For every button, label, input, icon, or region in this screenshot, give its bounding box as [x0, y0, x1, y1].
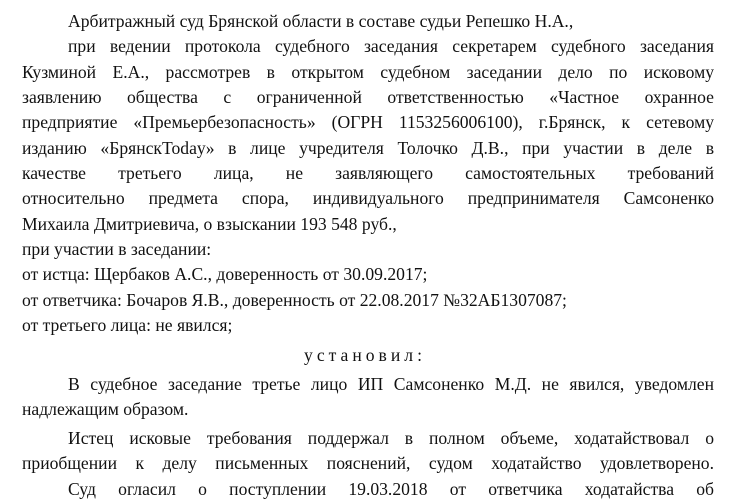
- notified-line: надлежащим образом.: [22, 399, 189, 419]
- claimant-ogrn-line: предприятие «Премьербезопасность» (ОГРН 1153256006100), г.Брянск, к сетевому: [22, 112, 714, 132]
- participants-heading: при участии в заседании:: [22, 239, 212, 259]
- established-heading: установил:: [304, 345, 426, 365]
- defendant-line: изданию «БрянскToday» в лице учредителя Толочко Д.В., при участии в деле в: [22, 138, 714, 158]
- third-party-line: качестве третьего лица, не заявляющего самостоятельных требований: [22, 163, 714, 183]
- court-composition-line: Арбитражный суд Брянской области в составе судьи Репешко Н.А.,: [68, 11, 574, 31]
- claimant-line: заявлению общества с ограниченной ответственностью «Частное охранное: [22, 87, 714, 107]
- claim-amount-line: Михаила Дмитриевича, о взыскании 193 548 руб.,: [22, 214, 397, 234]
- protocol-secretary-line: при ведении протокола судебного заседания секретарем судебного заседания: [68, 36, 714, 56]
- motion-granted-line: приобщении к делу письменных пояснений, судом ходатайство удовлетворено.: [22, 453, 714, 473]
- case-review-line: Кузминой Е.А., рассмотрев в открытом судебном заседании дело по исковому: [22, 62, 714, 82]
- claimant-representative-line: от истца: Щербаков А.С., доверенность от 30.09.2017;: [22, 264, 428, 284]
- claimant-position-line: Истец исковые требования поддержал в полном объеме, ходатайствовал о: [68, 428, 714, 448]
- third-party-entrepreneur-line: относительно предмета спора, индивидуального предпринимателя Самсоненко: [22, 188, 714, 208]
- third-party-representative-line: от третьего лица: не явился;: [22, 315, 233, 335]
- third-party-absence-line: В судебное заседание третье лицо ИП Самсоненко М.Д. не явился, уведомлен: [68, 374, 714, 394]
- cut-off-line: Суд огласил о поступлении 19.03.2018 от ответчика ходатайства об: [68, 479, 714, 499]
- defendant-representative-line: от ответчика: Бочаров Я.В., доверенность от 22.08.2017 №32АБ1307087;: [22, 290, 567, 310]
